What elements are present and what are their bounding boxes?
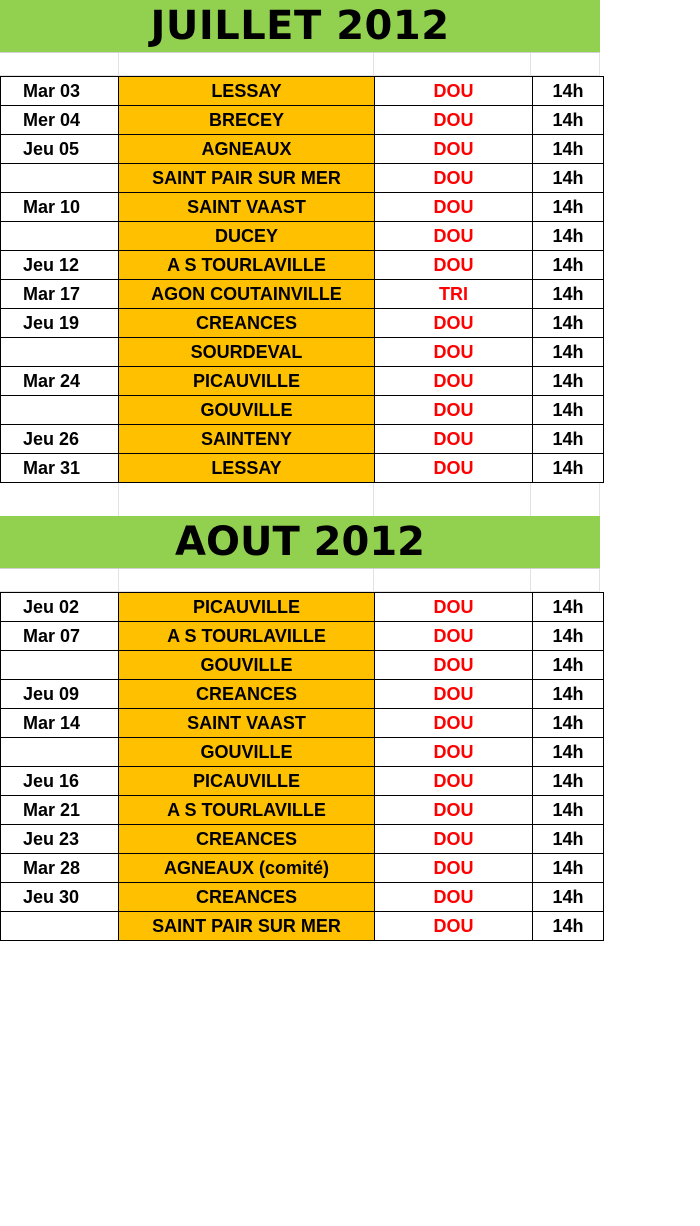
place-cell: GOUVILLE [119, 651, 375, 680]
date-cell [1, 738, 119, 767]
code-cell: DOU [375, 106, 533, 135]
date-cell [1, 912, 119, 941]
time-cell: 14h [533, 164, 604, 193]
code-cell: DOU [375, 251, 533, 280]
place-cell: SAINT VAAST [119, 193, 375, 222]
table-row [1, 825, 604, 854]
time-cell: 14h [533, 912, 604, 941]
date-cell [1, 222, 119, 251]
table-row [1, 106, 604, 135]
place-cell: PICAUVILLE [119, 367, 375, 396]
time-cell: 14h [533, 77, 604, 106]
time-cell: 14h [533, 454, 604, 483]
date-cell [1, 164, 119, 193]
date-cell: Jeu 05 [1, 135, 119, 164]
code-cell: TRI [375, 280, 533, 309]
place-cell: AGON COUTAINVILLE [119, 280, 375, 309]
code-cell: DOU [375, 222, 533, 251]
time-cell: 14h [533, 106, 604, 135]
code-cell: DOU [375, 425, 533, 454]
place-cell: AGNEAUX (comité) [119, 854, 375, 883]
date-cell: Mar 14 [1, 709, 119, 738]
code-cell: DOU [375, 454, 533, 483]
place-cell: A S TOURLAVILLE [119, 796, 375, 825]
place-cell: PICAUVILLE [119, 767, 375, 796]
date-cell: Jeu 12 [1, 251, 119, 280]
date-cell: Jeu 09 [1, 680, 119, 709]
code-cell: DOU [375, 709, 533, 738]
table-row [1, 912, 604, 941]
time-cell: 14h [533, 193, 604, 222]
time-cell: 14h [533, 796, 604, 825]
time-cell: 14h [533, 767, 604, 796]
code-cell: DOU [375, 622, 533, 651]
code-cell: DOU [375, 193, 533, 222]
place-cell: CREANCES [119, 309, 375, 338]
code-cell: DOU [375, 883, 533, 912]
date-cell: Mar 31 [1, 454, 119, 483]
date-cell: Mar 28 [1, 854, 119, 883]
table-row [1, 425, 604, 454]
time-cell: 14h [533, 309, 604, 338]
date-cell: Mer 04 [1, 106, 119, 135]
time-cell: 14h [533, 825, 604, 854]
table-row [1, 77, 604, 106]
place-cell: A S TOURLAVILLE [119, 622, 375, 651]
date-cell: Mar 10 [1, 193, 119, 222]
date-cell: Jeu 23 [1, 825, 119, 854]
place-cell: GOUVILLE [119, 738, 375, 767]
section-gap [0, 483, 600, 516]
date-cell: Mar 21 [1, 796, 119, 825]
table-row [1, 651, 604, 680]
time-cell: 14h [533, 280, 604, 309]
code-cell: DOU [375, 309, 533, 338]
time-cell: 14h [533, 680, 604, 709]
time-cell: 14h [533, 854, 604, 883]
time-cell: 14h [533, 738, 604, 767]
date-cell [1, 396, 119, 425]
place-cell: SAINT PAIR SUR MER [119, 164, 375, 193]
july-title: JUILLET 2012 [150, 3, 450, 49]
table-row [1, 854, 604, 883]
date-cell: Jeu 16 [1, 767, 119, 796]
place-cell: LESSAY [119, 454, 375, 483]
july-table [0, 76, 604, 483]
date-cell: Mar 07 [1, 622, 119, 651]
code-cell: DOU [375, 912, 533, 941]
august-title: AOUT 2012 [175, 519, 425, 565]
table-row [1, 367, 604, 396]
time-cell: 14h [533, 135, 604, 164]
table-row [1, 593, 604, 622]
place-cell: SAINTENY [119, 425, 375, 454]
place-cell: CREANCES [119, 680, 375, 709]
date-cell: Jeu 02 [1, 593, 119, 622]
code-cell: DOU [375, 796, 533, 825]
table-row [1, 251, 604, 280]
time-cell: 14h [533, 593, 604, 622]
table-row [1, 709, 604, 738]
place-cell: SAINT VAAST [119, 709, 375, 738]
code-cell: DOU [375, 680, 533, 709]
table-row [1, 164, 604, 193]
table-row [1, 883, 604, 912]
time-cell: 14h [533, 222, 604, 251]
place-cell: SOURDEVAL [119, 338, 375, 367]
date-cell [1, 651, 119, 680]
spacer-row [0, 569, 600, 592]
code-cell: DOU [375, 593, 533, 622]
spacer-row [0, 53, 600, 76]
time-cell: 14h [533, 651, 604, 680]
code-cell: DOU [375, 338, 533, 367]
place-cell: SAINT PAIR SUR MER [119, 912, 375, 941]
place-cell: CREANCES [119, 825, 375, 854]
table-row [1, 396, 604, 425]
place-cell: GOUVILLE [119, 396, 375, 425]
code-cell: DOU [375, 135, 533, 164]
table-row [1, 738, 604, 767]
place-cell: LESSAY [119, 77, 375, 106]
code-cell: DOU [375, 164, 533, 193]
place-cell: A S TOURLAVILLE [119, 251, 375, 280]
table-row [1, 767, 604, 796]
table-row [1, 454, 604, 483]
time-cell: 14h [533, 622, 604, 651]
august-header [0, 516, 600, 569]
table-row [1, 193, 604, 222]
table-row [1, 622, 604, 651]
table-row [1, 280, 604, 309]
code-cell: DOU [375, 854, 533, 883]
place-cell: AGNEAUX [119, 135, 375, 164]
date-cell: Mar 03 [1, 77, 119, 106]
august-table [0, 592, 604, 941]
time-cell: 14h [533, 367, 604, 396]
table-row [1, 680, 604, 709]
july-header [0, 0, 600, 53]
code-cell: DOU [375, 396, 533, 425]
time-cell: 14h [533, 251, 604, 280]
date-cell: Jeu 26 [1, 425, 119, 454]
date-cell: Jeu 30 [1, 883, 119, 912]
place-cell: DUCEY [119, 222, 375, 251]
time-cell: 14h [533, 425, 604, 454]
table-row [1, 338, 604, 367]
code-cell: DOU [375, 651, 533, 680]
date-cell: Mar 17 [1, 280, 119, 309]
place-cell: BRECEY [119, 106, 375, 135]
table-row [1, 135, 604, 164]
date-cell: Jeu 19 [1, 309, 119, 338]
time-cell: 14h [533, 709, 604, 738]
date-cell [1, 338, 119, 367]
code-cell: DOU [375, 367, 533, 396]
place-cell: PICAUVILLE [119, 593, 375, 622]
place-cell: CREANCES [119, 883, 375, 912]
time-cell: 14h [533, 396, 604, 425]
time-cell: 14h [533, 883, 604, 912]
time-cell: 14h [533, 338, 604, 367]
table-row [1, 309, 604, 338]
table-row [1, 796, 604, 825]
code-cell: DOU [375, 767, 533, 796]
code-cell: DOU [375, 825, 533, 854]
table-row [1, 222, 604, 251]
code-cell: DOU [375, 77, 533, 106]
date-cell: Mar 24 [1, 367, 119, 396]
code-cell: DOU [375, 738, 533, 767]
